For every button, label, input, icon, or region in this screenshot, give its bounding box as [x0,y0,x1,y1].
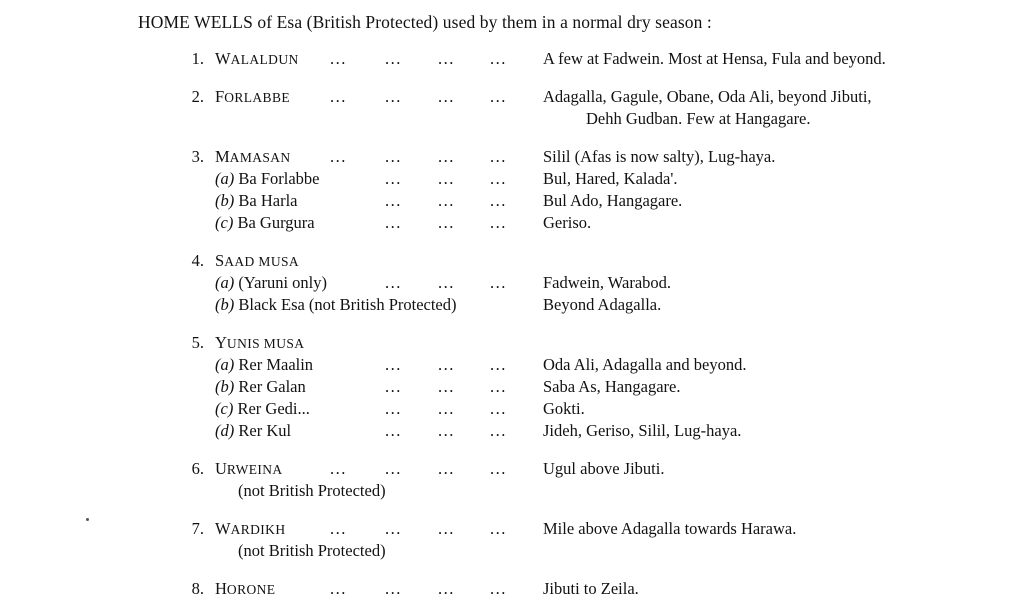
sub-entry-description: Gokti. [543,399,585,418]
leader-dots: ... [438,377,455,396]
sub-entry-label: (d) Rer Kul [215,421,292,440]
list-item [0,146,1024,250]
sub-entry-description: Beyond Adagalla. [543,295,662,314]
wells-list [0,48,1024,600]
leader-dots: ... [385,579,402,598]
leader-dots: ... [490,355,507,374]
leader-dots: ... [490,49,507,68]
sub-entry-label: (b) Ba Harla [215,191,298,210]
leader-dots: ... [490,399,507,418]
entry-description: Silil (Afas is now salty), Lug-haya. [543,147,776,166]
entry-description: Mile above Adagalla towards Harawa. [543,519,797,538]
entry-description: Adagalla, Gagule, Obane, Oda Ali, beyond Jibuti, [543,87,872,106]
leader-dots: ... [438,519,455,538]
leader-dots: ... [438,421,455,440]
leader-dots: ... [385,377,402,396]
list-item [0,518,1024,578]
leader-dots: ... [438,355,455,374]
page-speck [86,518,89,521]
sub-entry-label: (b) Rer Galan [215,377,306,396]
leader-dots: ... [330,459,347,478]
sub-entry-label: (a) (Yaruni only) [215,273,327,292]
sub-entry-description: Bul Ado, Hangagare. [543,191,683,210]
leader-dots: ... [490,147,507,166]
leader-dots: ... [330,87,347,106]
leader-dots: ... [438,213,455,232]
entry-description-continued: Dehh Gudban. Few at Hangagare. [586,109,811,128]
leader-dots: ... [385,355,402,374]
entry-number: 8. [191,579,204,598]
leader-dots: ... [385,399,402,418]
entry-name: WARDIKH [215,519,286,538]
leader-dots: ... [490,459,507,478]
leader-dots: ... [490,579,507,598]
leader-dots: ... [438,399,455,418]
list-item [0,332,1024,458]
list-item [0,86,1024,146]
leader-dots: ... [438,87,455,106]
entry-note: (not British Protected) [238,481,386,500]
entry-number: 4. [191,251,204,270]
entry-note: (not British Protected) [238,541,386,560]
leader-dots: ... [438,147,455,166]
leader-dots: ... [330,519,347,538]
entry-number: 1. [191,49,204,68]
leader-dots: ... [330,49,347,68]
leader-dots: ... [490,273,507,292]
leader-dots: ... [438,169,455,188]
leader-dots: ... [385,169,402,188]
entry-number: 2. [191,87,204,106]
leader-dots: ... [385,213,402,232]
list-item [0,458,1024,518]
leader-dots: ... [438,459,455,478]
entry-name: URWEINA [215,459,283,478]
leader-dots: ... [330,147,347,166]
leader-dots: ... [385,273,402,292]
leader-dots: ... [490,421,507,440]
sub-entry-description: Bul, Hared, Kalada'. [543,169,678,188]
entry-number: 5. [191,333,204,352]
sub-entry-label: (b) Black Esa (not British Protected) [215,295,457,314]
leader-dots: ... [490,169,507,188]
leader-dots: ... [490,191,507,210]
sub-entry-label: (a) Ba Forlabbe [215,169,320,188]
entry-description: A few at Fadwein. Most at Hensa, Fula and beyond. [543,49,886,68]
leader-dots: ... [490,87,507,106]
sub-entry-label: (a) Rer Maalin [215,355,314,374]
entry-name: YUNIS MUSA [215,333,305,352]
leader-dots: ... [385,459,402,478]
sub-entry-description: Oda Ali, Adagalla and beyond. [543,355,747,374]
leader-dots: ... [385,191,402,210]
leader-dots: ... [438,191,455,210]
leader-dots: ... [385,147,402,166]
sub-entry-description: Fadwein, Warabod. [543,273,672,292]
sub-entry-description: Geriso. [543,213,592,232]
entry-name: FORLABBE [215,87,290,106]
entry-name: SAAD MUSA [215,251,300,270]
leader-dots: ... [438,273,455,292]
entry-name: HORONE [215,579,276,598]
leader-dots: ... [490,213,507,232]
leader-dots: ... [385,421,402,440]
entry-name: WALALDUN [215,49,299,68]
entry-number: 3. [191,147,204,166]
leader-dots: ... [385,519,402,538]
entry-description: Jibuti to Zeila. [543,579,639,598]
entry-number: 6. [191,459,204,478]
sub-entry-label: (c) Rer Gedi... [215,399,310,418]
entry-description: Ugul above Jibuti. [543,459,665,478]
list-item [0,578,1024,600]
leader-dots: ... [490,519,507,538]
leader-dots: ... [438,579,455,598]
sub-entry-label: (c) Ba Gurgura [215,213,315,232]
entry-number: 7. [191,519,204,538]
list-item [0,48,1024,86]
entry-name: MAMASAN [215,147,291,166]
page-title: HOME WELLS of Esa (British Protected) used by them in a normal dry season : [138,12,712,32]
sub-entry-description: Saba As, Hangagare. [543,377,681,396]
leader-dots: ... [385,49,402,68]
leader-dots: ... [490,377,507,396]
leader-dots: ... [385,87,402,106]
sub-entry-description: Jideh, Geriso, Silil, Lug-haya. [543,421,742,440]
leader-dots: ... [438,49,455,68]
list-item [0,250,1024,332]
leader-dots: ... [330,579,347,598]
